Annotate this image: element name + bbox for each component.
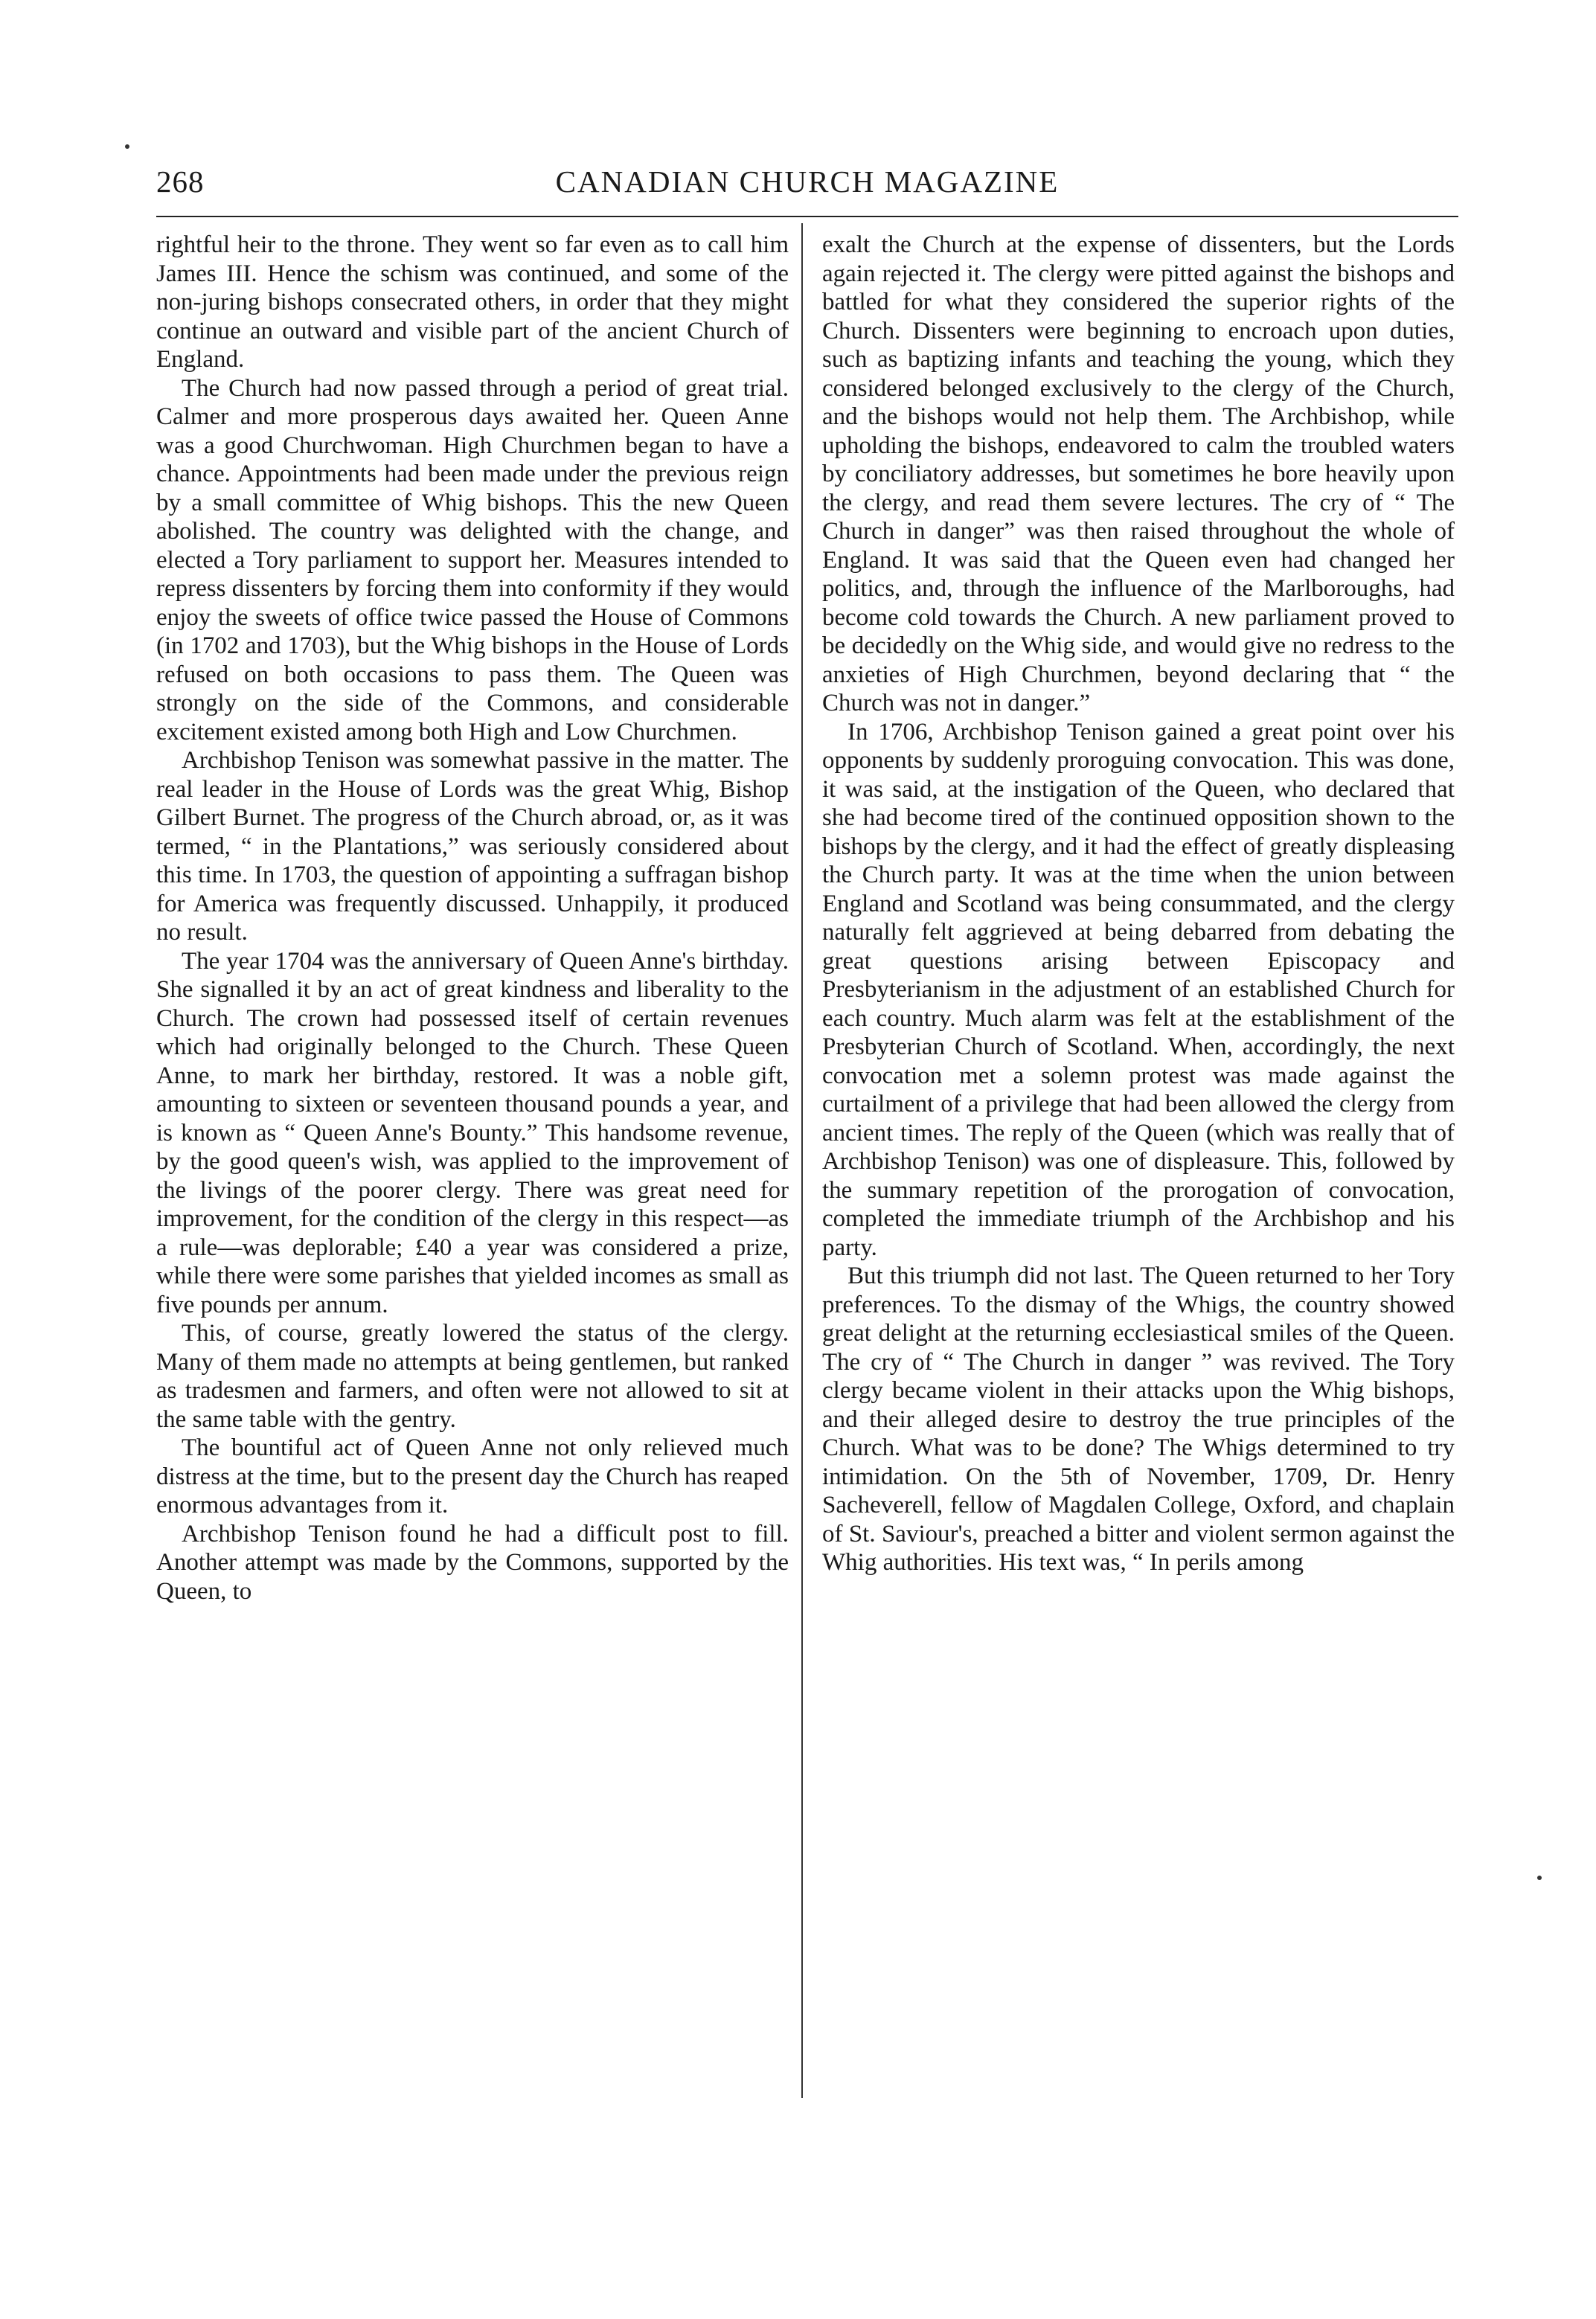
header-rule bbox=[156, 216, 1458, 217]
ink-speck bbox=[1537, 1876, 1542, 1880]
paragraph: The Church had now passed through a period of great trial. Calmer and more prosperous days awaited her. Queen Anne was a good Churchwoman. High Churchmen began to have a chance. Appointments had been made under the previous reign by a small committee of Whig bishops. This the new Queen abolished. The country was delighted with the change, and elected a Tory parliament to support her. Measures intended to repress dissenters by forcing them into conformity if they would enjoy the sweets of office twice passed the House of Commons (in 1702 and 1703), but the Whig bishops in the House of Lords refused on both occasions to pass them. The Queen was strongly on the side of the Commons, and considerable excitement existed among both High and Low Churchmen. bbox=[156, 374, 789, 745]
right-column bbox=[822, 231, 1455, 1577]
left-column bbox=[156, 231, 789, 1606]
paragraph: But this triumph did not last. The Queen returned to her Tory preferences. To the dismay of the Whigs, the country showed great delight at the returning ecclesiastical smiles of the Queen. The cry of “ The Church in danger ” was revived. The Tory clergy became violent in their attacks upon the Whig bishops, and their alleged desire to destroy the true principles of the Church. What was to be done? The Whigs determined to try intimidation. On the 5th of November, 1709, Dr. Henry Sacheverell, fellow of Magdalen College, Oxford, and chaplain of St. Saviour's, preached a bitter and violent sermon against the Whig authorities. His text was, “ In perils among bbox=[822, 1263, 1455, 1576]
paragraph: This, of course, greatly lowered the status of the clergy. Many of them made no attempts at being gentlemen, but ranked as tradesmen and farmers, and often were not allowed to sit at the same table with the gentry. bbox=[156, 1320, 789, 1433]
paragraph: The year 1704 was the anniversary of Queen Anne's birthday. She signalled it by an act of great kindness and liberality to the Church. The crown had possessed itself of certain revenues which had originally belonged to the Church. These Queen Anne, to mark her birthday, restored. It was a noble gift, amounting to sixteen or seventeen thousand pounds a year, and is known as “ Queen Anne's Bounty.” This handsome revenue, by the good queen's wish, was applied to the improvement of the livings of the poorer clergy. There was great need for improvement, for the condition of the clergy in this respect—as a rule—was deplorable; £40 a year was considered a prize, while there were some parishes that yielded incomes as small as five pounds per annum. bbox=[156, 947, 789, 1318]
ink-speck bbox=[125, 144, 129, 149]
paragraph: Archbishop Tenison was somewhat passive in the matter. The real leader in the House of Lords was the great Whig, Bishop Gilbert Burnet. The progress of the Church abroad, or, as it was termed, “ in the Plantations,” was seriously considered about this time. In 1703, the question of appointing a suffragan bishop for America was frequently discussed. Unhappily, it produced no result. bbox=[156, 747, 789, 946]
magazine-title: CANADIAN CHURCH MAGAZINE bbox=[555, 164, 1060, 199]
page-number: 268 bbox=[156, 164, 205, 199]
paragraph: The bountiful act of Queen Anne not only relieved much distress at the time, but to the present day the Church has reaped enormous advantages from it. bbox=[156, 1434, 789, 1518]
paragraph: rightful heir to the throne. They went so far even as to call him James III. Hence the schism was continued, and some of the non-juring bishops consecrated others, in order that they might continue an outward and visible part of the ancient Church of England. bbox=[156, 231, 789, 373]
paragraph: In 1706, Archbishop Tenison gained a great point over his opponents by suddenly proroguing convocation. This was done, it was said, at the instigation of the Queen, who declared that she had become tired of the continued opposition shown to the bishops by the clergy, and it had the effect of greatly displeasing the Church party. It was at the time when the union between England and Scotland was being consummated, and the clergy naturally felt aggrieved at being debarred from debating the great questions arising between Episcopacy and Presbyterianism in the adjustment of an established Church for each country. Much alarm was felt at the establishment of the Presbyterian Church of Scotland. When, accordingly, the next convocation met a solemn protest was made against the curtailment of a privilege that had been allowed the clergy from ancient times. The reply of the Queen (which was really that of Archbishop Tenison) was one of displeasure. This, followed by the summary repetition of the prorogation of convocation, completed the immediate triumph of the Archbishop and his party. bbox=[822, 718, 1455, 1261]
page-header bbox=[156, 164, 1458, 208]
paragraph: Archbishop Tenison found he had a difficult post to fill. Another attempt was made by the Commons, supported by the Queen, to bbox=[156, 1520, 789, 1605]
column-divider bbox=[801, 223, 803, 2098]
paragraph: exalt the Church at the expense of dissenters, but the Lords again rejected it. The clergy were pitted against the bishops and battled for what they considered the superior rights of the Church. Dissenters were beginning to encroach upon duties, such as baptizing infants and teaching the young, which they considered belonged exclusively to the clergy of the Church, and the bishops would not help them. The Archbishop, while upholding the bishops, endeavored to calm the troubled waters by conciliatory addresses, but sometimes he bore heavily upon the clergy, and read them severe lectures. The cry of “ The Church in danger” was then raised throughout the whole of England. It was said that the Queen even had changed her politics, and, through the influence of the Marlboroughs, had become cold towards the Church. A new parliament proved to be decidedly on the Whig side, and would give no redress to the anxieties of High Churchmen, beyond declaring that “ the Church was not in danger.” bbox=[822, 231, 1455, 716]
